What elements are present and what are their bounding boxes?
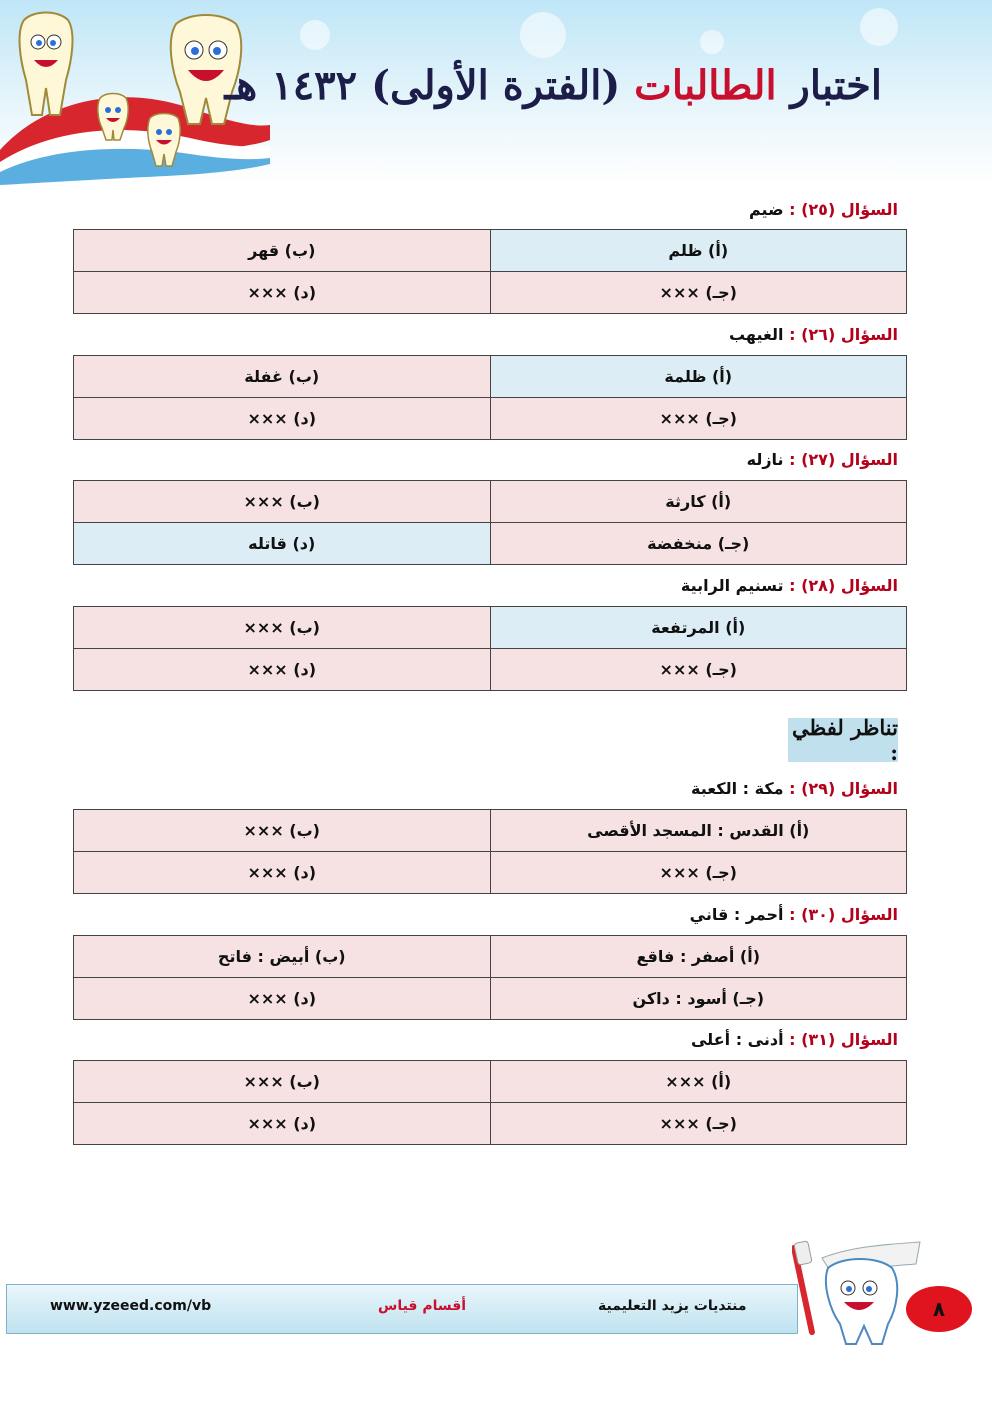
options-table (73, 1060, 907, 1145)
question-heading (691, 1030, 898, 1049)
table-row (74, 978, 907, 1020)
table-row (74, 649, 907, 691)
option-cell: (د) ××× (74, 852, 491, 894)
question-stem: تسنيم الرابية (680, 576, 784, 595)
table-row (74, 398, 907, 440)
question-heading (681, 576, 898, 595)
table-row (74, 272, 907, 314)
question-heading (691, 779, 898, 798)
question-label: السؤال (٢٧) : (789, 450, 898, 469)
decor-bubble (300, 20, 330, 50)
option-cell: (ب) ××× (74, 481, 491, 523)
question-heading (749, 200, 898, 219)
tooth-character-icon (146, 112, 182, 168)
table-row (74, 1103, 907, 1145)
option-cell: (ب) ××× (74, 810, 491, 852)
decor-bubble (520, 12, 566, 58)
options-table (73, 229, 907, 314)
option-cell: (جـ) ××× (490, 398, 907, 440)
question-stem: أحمر : قاني (689, 905, 784, 924)
footer-section-label: أقسام قياس (378, 1298, 467, 1314)
options-table (73, 809, 907, 894)
question-label: السؤال (٣١) : (789, 1030, 898, 1049)
question-stem: مكة : الكعبة (691, 779, 784, 798)
table-row (74, 607, 907, 649)
decor-bubble (700, 30, 724, 54)
page-title: اختبار الطالبات (الفترة الأولى) ١٤٣٢ هـ (224, 62, 882, 109)
options-table (73, 480, 907, 565)
option-cell: (ب) ××× (74, 607, 491, 649)
option-cell: (جـ) منخفضة (490, 523, 907, 565)
table-row (74, 1061, 907, 1103)
option-cell: (أ) القدس : المسجد الأقصى (490, 810, 907, 852)
page-header (0, 0, 992, 185)
question-stem: نازله (746, 450, 784, 469)
question-label: السؤال (٢٦) : (789, 325, 898, 344)
question-stem: الغيهب (728, 325, 784, 344)
question-heading (729, 325, 898, 344)
options-table (73, 935, 907, 1020)
option-cell: (أ) كارثة (490, 481, 907, 523)
table-row (74, 523, 907, 565)
tooth-character-icon (96, 92, 130, 142)
option-cell: (ب) أبيض : فاتح (74, 936, 491, 978)
page-number-badge: ٨ (906, 1286, 972, 1332)
footer-forum-name: منتديات يزيد التعليمية (598, 1298, 747, 1314)
option-cell: (جـ) ××× (490, 272, 907, 314)
option-cell: (د) ××× (74, 649, 491, 691)
option-cell: (ب) غفلة (74, 356, 491, 398)
option-cell: (جـ) ××× (490, 649, 907, 691)
option-cell: (أ) المرتفعة (490, 607, 907, 649)
option-cell: (أ) ظلمة (490, 356, 907, 398)
question-heading (690, 905, 898, 924)
table-row (74, 356, 907, 398)
question-label: السؤال (٢٥) : (789, 200, 898, 219)
table-row (74, 936, 907, 978)
options-table (73, 355, 907, 440)
option-cell: (د) ××× (74, 272, 491, 314)
table-row (74, 481, 907, 523)
question-label: السؤال (٢٩) : (789, 779, 898, 798)
question-stem: أدنى : أعلى (690, 1030, 784, 1049)
options-table (73, 606, 907, 691)
option-cell: (د) قاتله (74, 523, 491, 565)
tooth-toothbrush-mascot-icon (792, 1238, 922, 1348)
option-cell: (د) ××× (74, 398, 491, 440)
table-row (74, 810, 907, 852)
tooth-character-icon (16, 10, 76, 120)
option-cell: (جـ) أسود : داكن (490, 978, 907, 1020)
question-stem: ضيم (749, 200, 784, 219)
title-accent: الطالبات (634, 62, 777, 109)
section-heading: تناظر لفظي : (788, 718, 898, 762)
decor-bubble (860, 8, 898, 46)
option-cell: (جـ) ××× (490, 1103, 907, 1145)
option-cell: (جـ) ××× (490, 852, 907, 894)
option-cell: (د) ××× (74, 978, 491, 1020)
option-cell: (ب) ××× (74, 1061, 491, 1103)
question-heading (747, 450, 898, 469)
option-cell: (أ) أصفر : فاقع (490, 936, 907, 978)
table-row (74, 230, 907, 272)
option-cell: (أ) ظلم (490, 230, 907, 272)
option-cell: (ب) قهر (74, 230, 491, 272)
question-label: السؤال (٣٠) : (789, 905, 898, 924)
footer-url: www.yzeeed.com/vb (50, 1298, 212, 1314)
table-row (74, 852, 907, 894)
option-cell: (أ) ××× (490, 1061, 907, 1103)
option-cell: (د) ××× (74, 1103, 491, 1145)
question-label: السؤال (٢٨) : (789, 576, 898, 595)
